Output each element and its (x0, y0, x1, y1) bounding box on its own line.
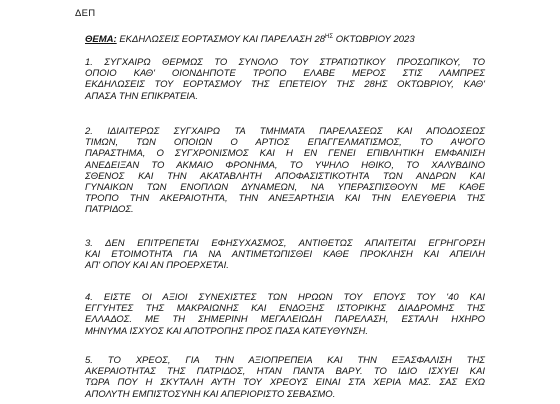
subject-text: ΕΚΔΗΛΩΣΕΙΣ ΕΟΡΤΑΣΜΟΥ ΚΑΙ ΠΑΡΕΛΑΣΗ 28 (119, 34, 326, 45)
paragraph-line: ΕΚΔΗΛΩΣΕΙΣ ΤΟΥ ΕΟΡΤΑΣΜΟΥ ΤΗΣ ΕΠΕΤΕΙΟΥ ΤΗΣ 28ΗΣ ΟΚΤΩΒΡΙΟΥ, ΚΑΘ' (85, 79, 485, 91)
document-header: ΔΕΠ (75, 8, 96, 19)
paragraph-line: ΑΠ' ΟΠΟΥ ΚΑΙ ΑΝ ΠΡΟΕΡΧΕΤΑΙ. (85, 260, 229, 272)
paragraph-line: ΕΓΓΥΗΤΕΣ ΤΗΣ ΜΑΚΡΑΙΩΝΗΣ ΚΑΙ ΕΝΔΟΞΗΣ ΙΣΤΟΡΙΚΗΣ ΔΙΑΔΡΟΜΗΣ ΤΗΣ (85, 303, 485, 315)
paragraph-line: ΤΙΜΩΝ, ΤΩΝ ΟΠΟΙΩΝ Ο ΑΡΤΙΟΣ ΕΠΑΓΓΕΛΜΑΤΙΣΜΟΣ, ΤΟ ΑΨΟΓΟ (85, 137, 485, 149)
paragraph-line: ΠΑΤΡΙΔΟΣ. (85, 204, 134, 216)
paragraph-line: ΜΗΝΥΜΑ ΙΣΧΥΟΣ ΚΑΙ ΑΠΟΤΡΟΠΗΣ ΠΡΟΣ ΠΑΣΑ ΚΑΤΕΥΘΥΝΣΗ. (85, 325, 369, 337)
paragraph-line: 2. ΙΔΙΑΙΤΕΡΩΣ ΣΥΓΧΑΙΡΩ ΤΑ ΤΜΗΜΑΤΑ ΠΑΡΕΛΑΣΕΩΣ ΚΑΙ ΑΠΟΔΟΣΕΩΣ (85, 126, 485, 137)
subject-text-end: ΟΚΤΩΒΡΙΟΥ 2023 (335, 34, 415, 45)
paragraph-4 (85, 292, 485, 337)
paragraph-line: ΟΠΟΙΟ ΚΑΘ' ΟΙΟΝΔΗΠΟΤΕ ΤΡΟΠΟ ΕΛΑΒΕ ΜΕΡΟΣ ΣΤΙΣ ΛΑΜΠΡΕΣ (85, 68, 485, 80)
paragraph-line: 5. ΤΟ ΧΡΕΟΣ, ΓΙΑ ΤΗΝ ΑΞΙΟΠΡΕΠΕΙΑ ΚΑΙ ΤΗΝ ΕΞΑΣΦΑΛΙΣΗ ΤΗΣ (85, 355, 485, 366)
subject-label: ΘΕΜΑ: (85, 34, 117, 45)
paragraph-line: ΠΑΡΑΣΤΗΜΑ, Ο ΣΥΓΧΡΟΝΙΣΜΟΣ ΚΑΙ Η ΕΝ ΓΕΝΕΙ ΕΠΙΒΛΗΤΙΚΗ ΕΜΦΑΝΙΣΗ (85, 148, 485, 160)
paragraph-line: 4. ΕΙΣΤΕ ΟΙ ΑΞΙΟΙ ΣΥΝΕΧΙΣΤΕΣ ΤΩΝ ΗΡΩΩΝ ΤΟΥ ΕΠΟΥΣ ΤΟΥ '40 ΚΑΙ (85, 292, 485, 303)
paragraph-line: ΤΡΟΠΟ ΤΗΝ ΑΚΕΡΑΙΟΤΗΤΑ, ΤΗΝ ΑΝΕΞΑΡΤΗΣΙΑ ΚΑΙ ΤΗΝ ΕΛΕΥΘΕΡΙΑ ΤΗΣ (85, 193, 485, 205)
paragraph-line: ΑΠΑΣΑ ΤΗΝ ΕΠΙΚΡΑΤΕΙΑ. (85, 90, 199, 102)
subject-line (85, 34, 415, 45)
paragraph-line: ΕΛΛΑΔΟΣ. ΜΕ ΤΗ ΣΗΜΕΡΙΝΗ ΜΕΓΑΛΕΙΩΔΗ ΠΑΡΕΛΑΣΗ, ΕΣΤΑΛΗ ΗΧΗΡΟ (85, 314, 485, 326)
paragraph-line: ΑΚΕΡΑΙΟΤΗΤΑΣ ΤΗΣ ΠΑΤΡΙΔΟΣ, ΗΤΑΝ ΠΑΝΤΑ ΒΑΡΥ. ΤΟ ΙΔΙΟ ΙΣΧΥΕΙ ΚΑΙ (85, 366, 485, 378)
paragraph-5 (85, 355, 485, 400)
paragraph-line: ΓΥΝΑΙΚΩΝ ΤΩΝ ΕΝΟΠΛΩΝ ΔΥΝΑΜΕΩΝ, ΝΑ ΥΠΕΡΑΣΠΙΣΘΟΥΝ ΜΕ ΚΑΘΕ (85, 182, 485, 194)
paragraph-line: 1. ΣΥΓΧΑΙΡΩ ΘΕΡΜΩΣ ΤΟ ΣΥΝΟΛΟ ΤΟΥ ΣΤΡΑΤΙΩΤΙΚΟΥ ΠΡΟΣΩΠΙΚΟΥ, ΤΟ (85, 57, 485, 68)
paragraph-line: ΑΝΕΔΕΙΞΑΝ ΤΟ ΑΚΜΑΙΟ ΦΡΟΝΗΜΑ, ΤΟ ΥΨΗΛΟ ΗΘΙΚΟ, ΤΟ ΧΑΛΥΒΔΙΝΟ (85, 159, 485, 171)
paragraph-line: ΣΘΕΝΟΣ ΚΑΙ ΤΗΝ ΑΚΑΤΑΒΛΗΤΗ ΑΠΟΦΑΣΙΣΤΙΚΟΤΗΤΑ ΤΩΝ ΑΝΔΡΩΝ ΚΑΙ (85, 170, 485, 182)
paragraph-3 (85, 238, 485, 272)
paragraph-line: 3. ΔΕΝ ΕΠΙΤΡΕΠΕΤΑΙ ΕΦΗΣΥΧΑΣΜΟΣ, ΑΝΤΙΘΕΤΩΣ ΑΠΑΙΤΕΙΤΑΙ ΕΓΡΗΓΟΡΣΗ (85, 238, 485, 249)
paragraph-2 (85, 126, 485, 216)
paragraph-line: ΑΠΟΛΥΤΗ ΕΜΠΙΣΤΟΣΥΝΗ ΚΑΙ ΑΠΕΡΙΟΡΙΣΤΟ ΣΕΒΑΣΜΟ. (85, 388, 336, 400)
paragraph-1 (85, 57, 485, 102)
paragraph-line: ΤΩΡΑ ΠΟΥ Η ΣΚΥΤΑΛΗ ΑΥΤΗ ΤΟΥ ΧΡΕΟΥΣ ΕΙΝΑΙ ΣΤΑ ΧΕΡΙΑ ΜΑΣ. ΣΑΣ ΕΧΩ (85, 377, 485, 389)
subject-ordinal: ΗΣ (325, 33, 334, 40)
paragraph-line: ΚΑΙ ΕΤΟΙΜΟΤΗΤΑ ΓΙΑ ΝΑ ΑΝΤΙΜΕΤΩΠΙΣΘΕΙ ΚΑΘΕ ΠΡΟΚΛΗΣΗ ΚΑΙ ΑΠΕΙΛΗ (85, 249, 485, 261)
